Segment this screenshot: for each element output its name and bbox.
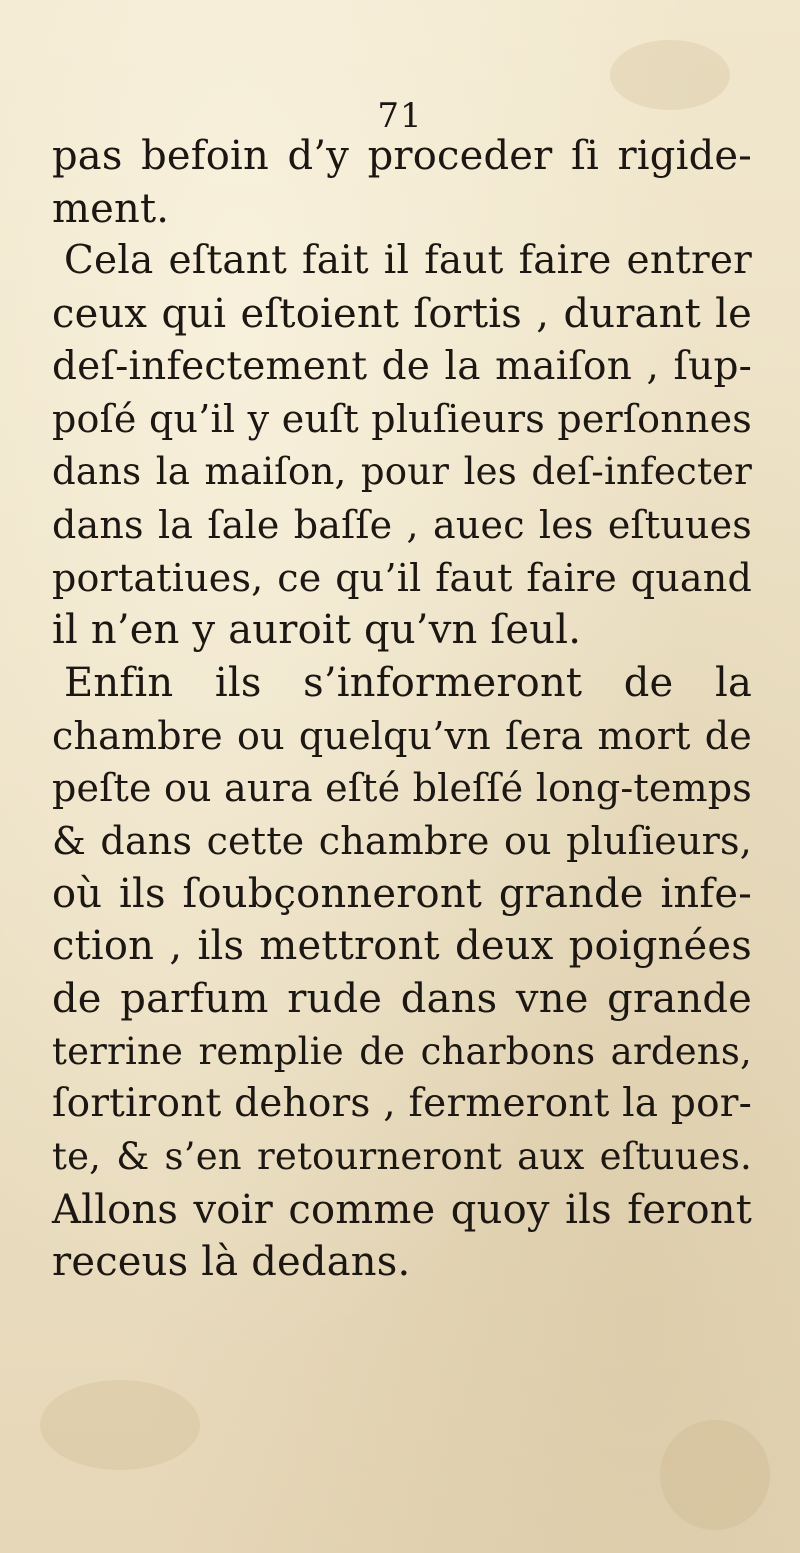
- text-line: & dans cette chambre ou pluſieurs,: [52, 818, 752, 863]
- paper-stain: [660, 1420, 770, 1530]
- page-number: 71: [377, 96, 423, 136]
- body-text: [52, 130, 752, 1289]
- text-line: receus là dedans.: [52, 1239, 411, 1286]
- text-line: où ils ſoubçonneront grande infe-: [52, 870, 752, 917]
- text-line: chambre ou quelqu’vn ſera mort de: [52, 713, 752, 758]
- text-line: peſte ou aura eſté bleſſé long-temps: [52, 766, 752, 811]
- text-line: portatiues, ce qu’il faut faire quand: [52, 555, 752, 600]
- text-line: terrine remplie de charbons ardens,: [52, 1029, 752, 1073]
- text-line: poſé qu’il y euſt pluſieurs perſonnes: [52, 397, 752, 442]
- text-line: il n’en y auroit qu’vn ſeul.: [52, 607, 582, 654]
- text-line: ſortiront dehors , fermeront la por-: [52, 1081, 752, 1127]
- text-line: deſ-infectement de la maiſon , ſup-: [52, 343, 752, 389]
- text-line: Allons voir comme quoy ils feront: [52, 1186, 752, 1233]
- text-line: de parfum rude dans vne grande: [52, 976, 752, 1022]
- text-line: Enfin ils s’informeront de la: [64, 659, 752, 706]
- text-line: Cela eſtant fait il faut faire entrer: [64, 238, 752, 284]
- text-line: dans la maiſon, pour les deſ-infecter: [52, 450, 752, 494]
- text-line: te, & s’en retourneront aux eſtuues.: [52, 1135, 752, 1179]
- text-line: pas befoin d’y proceder ſi rigide-: [52, 133, 752, 179]
- text-line: dans la ſale baſſe , auec les eſtuues: [52, 502, 752, 547]
- text-line: ceux qui eſtoient ſortis , durant le: [52, 291, 752, 338]
- text-line: ction , ils mettront deux poignées: [52, 923, 752, 970]
- text-line: ment.: [52, 185, 170, 232]
- paper-stain: [40, 1380, 200, 1470]
